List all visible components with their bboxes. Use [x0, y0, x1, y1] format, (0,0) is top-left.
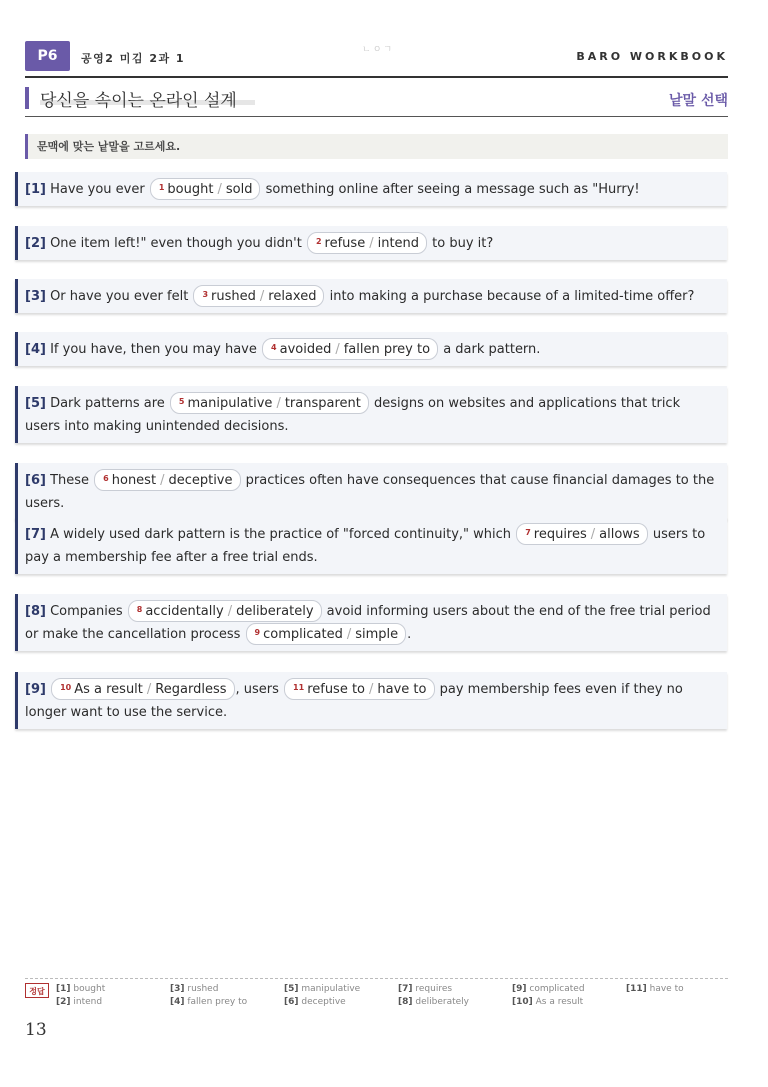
question-number: [8] — [25, 604, 46, 619]
choice-number: 7 — [525, 528, 531, 537]
option-a[interactable]: refuse to — [307, 682, 366, 697]
choice-2[interactable] — [307, 232, 427, 254]
choice-8[interactable] — [128, 600, 322, 622]
choice-5[interactable] — [170, 392, 369, 414]
question-text: practices often have consequences that cause financial damages to the users. — [25, 473, 715, 511]
choice-9[interactable] — [246, 623, 407, 645]
option-b[interactable]: transparent — [284, 396, 361, 411]
option-a[interactable]: refuse — [324, 236, 366, 251]
faint-mark: ㄴㅇㄱ — [362, 45, 395, 55]
question-6 — [15, 463, 727, 520]
choice-separator: / — [590, 527, 596, 542]
question-text: One item left!" even though you didn't — [50, 236, 302, 251]
question-text: These — [50, 473, 90, 488]
choice-separator: / — [369, 236, 374, 251]
question-number: [7] — [25, 527, 46, 542]
page-title: 당신을 속이는 온라인 설계 — [40, 91, 237, 111]
question-7 — [15, 517, 727, 574]
question-number: [6] — [25, 473, 46, 488]
question-text: designs on websites and applications that trick users into making unintended decisions. — [25, 396, 681, 434]
question-text: avoid informing users about the end of the free trial period or make the cancellation process — [25, 604, 711, 642]
answer-item: [4] fallen prey to — [170, 997, 248, 1007]
page-number: 13 — [25, 1020, 47, 1040]
choice-number: 1 — [158, 183, 165, 192]
answer-item: [2] intend — [56, 997, 103, 1007]
page-badge: P6 — [25, 41, 70, 71]
option-a[interactable]: manipulative — [187, 396, 273, 411]
question-number: [2] — [25, 236, 46, 251]
answer-item: [1] bought — [56, 984, 106, 994]
answer-item: [8] deliberately — [398, 997, 469, 1007]
option-b[interactable]: fallen prey to — [343, 342, 431, 357]
question-text: If you have, then you may have — [50, 342, 257, 357]
question-text: A widely used dark pattern is the practice of "forced continuity," which — [50, 527, 512, 542]
question-text: Dark patterns are — [50, 396, 165, 411]
choice-4[interactable] — [262, 338, 438, 360]
question-text: a dark pattern. — [443, 342, 541, 357]
option-b[interactable]: allows — [599, 527, 640, 542]
choice-number: 5 — [178, 397, 185, 406]
option-b[interactable]: simple — [355, 627, 399, 642]
choice-number: 4 — [271, 343, 277, 352]
option-a[interactable]: rushed — [211, 289, 256, 304]
question-3 — [15, 279, 727, 313]
brand-label: BARO WORKBOOK — [576, 50, 728, 63]
question-text: , users — [235, 682, 279, 697]
answer-item: [9] complicated — [512, 984, 585, 994]
option-b[interactable]: sold — [225, 182, 253, 197]
option-b[interactable]: Regardless — [155, 682, 227, 697]
question-number: [4] — [25, 342, 46, 357]
option-a[interactable]: bought — [167, 182, 214, 197]
answer-label: 정답 — [25, 983, 49, 998]
question-number: [9] — [25, 682, 46, 697]
answer-divider — [25, 978, 728, 979]
question-text: something online after seeing a message such as "Hurry! — [265, 182, 640, 197]
answer-item: [5] manipulative — [284, 984, 361, 994]
option-b[interactable]: deliberately — [236, 604, 314, 619]
course-label: 공영2 미김 2과 1 — [81, 52, 186, 65]
choice-separator: / — [346, 627, 352, 642]
choice-number: 8 — [136, 605, 143, 614]
choice-11[interactable] — [284, 678, 434, 700]
option-b[interactable]: relaxed — [268, 289, 317, 304]
choice-separator: / — [369, 682, 374, 697]
question-text: users to pay a membership fee after a free trial ends. — [25, 527, 706, 565]
choice-number: 2 — [315, 237, 322, 246]
question-text: . — [407, 627, 412, 642]
answer-item: [7] requires — [398, 984, 453, 994]
choice-7[interactable] — [516, 523, 648, 545]
option-b[interactable]: deceptive — [168, 473, 233, 488]
header-rule — [25, 76, 728, 78]
question-2 — [15, 226, 727, 260]
choice-separator: / — [160, 473, 165, 488]
choice-number: 11 — [293, 683, 305, 692]
answer-item: [3] rushed — [170, 984, 219, 994]
question-number: [1] — [25, 182, 46, 197]
question-text: Have you ever — [50, 182, 145, 197]
choice-separator: / — [146, 682, 152, 697]
question-text: Or have you ever felt — [50, 289, 189, 304]
title-accent — [25, 87, 29, 109]
question-number: [5] — [25, 396, 46, 411]
option-b[interactable]: have to — [377, 682, 427, 697]
question-text: to buy it? — [432, 236, 494, 251]
answer-item: [11] have to — [626, 984, 684, 994]
question-8 — [15, 594, 727, 651]
option-b[interactable]: intend — [377, 236, 420, 251]
choice-separator: / — [227, 604, 233, 619]
choice-1[interactable] — [150, 178, 261, 200]
option-a[interactable]: accidentally — [145, 604, 224, 619]
question-text: Companies — [50, 604, 123, 619]
choice-number: 3 — [202, 290, 209, 299]
option-a[interactable]: As a result — [74, 682, 143, 697]
question-number: [3] — [25, 289, 46, 304]
option-a[interactable]: avoided — [279, 342, 332, 357]
section-tag: 낱말 선택 — [669, 93, 728, 109]
choice-separator: / — [276, 396, 281, 411]
option-a[interactable]: complicated — [263, 627, 343, 642]
choice-number: 6 — [103, 474, 109, 483]
choice-separator: / — [217, 182, 222, 197]
choice-3[interactable] — [193, 285, 324, 307]
choice-6[interactable] — [94, 469, 240, 491]
choice-number: 10 — [60, 683, 72, 692]
option-a[interactable]: honest — [111, 473, 157, 488]
choice-10[interactable] — [51, 678, 234, 700]
question-text: pay membership fees even if they no longer want to use the service. — [25, 682, 683, 720]
question-4 — [15, 332, 727, 366]
answer-item: [6] deceptive — [284, 997, 346, 1007]
question-1 — [15, 172, 727, 206]
choice-separator: / — [259, 289, 265, 304]
question-text: into making a purchase because of a limited-time offer? — [329, 289, 695, 304]
title-rule — [25, 116, 728, 117]
question-9 — [15, 672, 727, 729]
option-a[interactable]: requires — [533, 527, 587, 542]
choice-separator: / — [335, 342, 340, 357]
question-5 — [15, 386, 727, 443]
answer-item: [10] As a result — [512, 997, 584, 1007]
choice-number: 9 — [254, 628, 261, 637]
instruction-box: 문맥에 맞는 낱말을 고르세요. — [25, 134, 728, 159]
